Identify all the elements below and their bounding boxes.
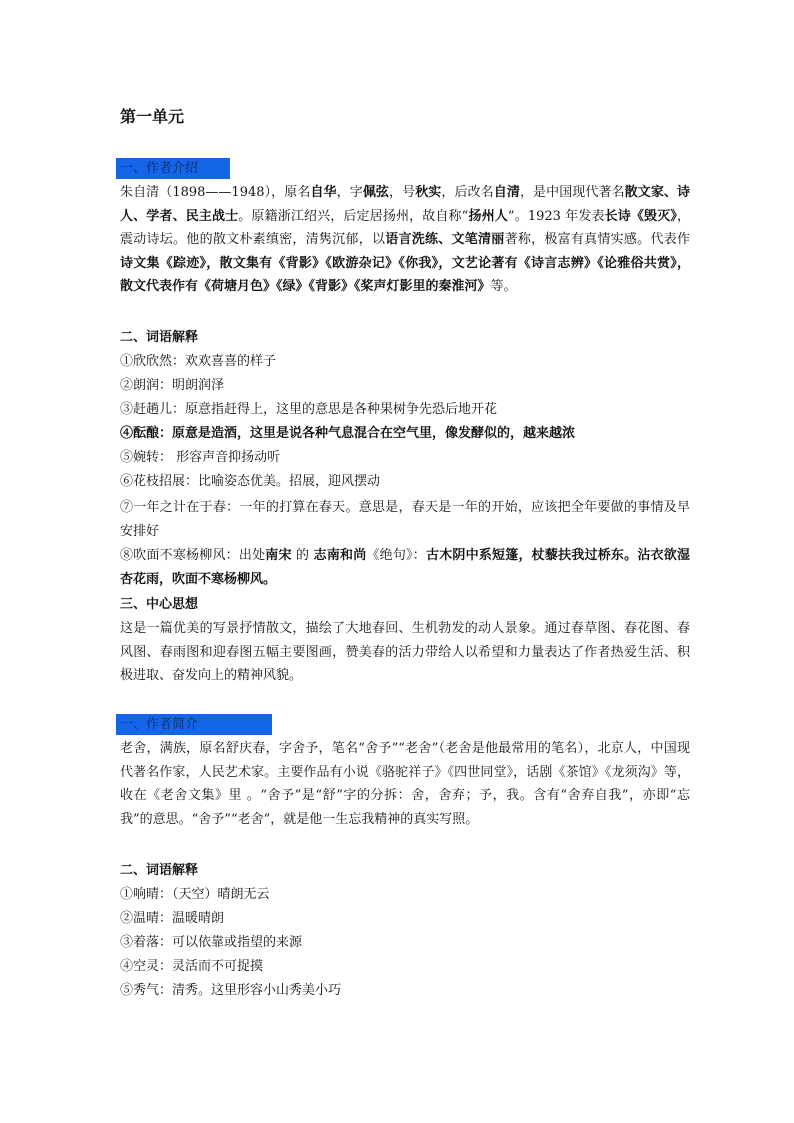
vocab8-part: 《绝句》： xyxy=(366,548,426,563)
bio-part: 语言洗练、文笔清丽 xyxy=(385,232,505,247)
unit-title: 第一单元 xyxy=(120,107,185,126)
vocab-item: ③着落：可以依靠或指望的来源 xyxy=(120,935,303,950)
bio-part: 。原籍浙江绍兴，后定居扬州，故自称“ xyxy=(238,208,469,224)
bio-part: 散文家、诗人、学者、民主战士 xyxy=(120,185,690,224)
bio-part: 诗文集《踪迹》，散文集有《背影》《欧游杂记》《你我》，文艺论著有《诗言志辨》《论雅俗共赏》，散文代表作有《荷塘月色》《绿》《背影》《桨声灯影里的秦淮河》 xyxy=(120,255,690,294)
vocab-item: ③赶趟儿：原意指赶得上，这里的意思是各种果树争先恐后地开花 xyxy=(120,402,498,417)
vocab8-part: 志南和尚 xyxy=(313,548,367,563)
bio-part: 等。 xyxy=(490,279,517,294)
vocab8-part: 南宋 xyxy=(265,548,292,563)
bio-part: ，号 xyxy=(389,185,416,200)
vocab-item: ④空灵：灵活而不可捉摸 xyxy=(120,959,264,974)
vocab-item-8 xyxy=(120,544,690,591)
vocab-item: ⑤秀气：清秀。这里形容小山秀美小巧 xyxy=(120,983,342,998)
bio-part: 自清 xyxy=(493,185,520,200)
bio-part: ，字 xyxy=(336,185,363,200)
vocab8-part: 的 xyxy=(291,548,314,563)
vocab8-part: ⑧吹面不寒杨柳风：出处 xyxy=(120,548,266,563)
vocab-heading-2: 二、词语解释 xyxy=(120,863,199,878)
bio-part: 佩弦 xyxy=(362,185,390,200)
author-intro-heading: 一、作者介绍 xyxy=(116,158,230,179)
author-bio-zhu xyxy=(120,181,690,299)
author-brief-heading: 一、作者简介 xyxy=(116,714,272,735)
bio-part: ”。1923 年发表 xyxy=(507,208,605,224)
bio-part: 扬州人 xyxy=(468,208,508,224)
bio-part: ，是中国现代著名 xyxy=(519,185,625,200)
vocab-item: ④酝酿：原意是造酒，这里是说各种气息混合在空气里，像发酵似的，越来越浓 xyxy=(120,426,576,441)
author-bio-laoshe: 老舍，满族，原名舒庆春，字舍予，笔名“舍予”“老舍”（老舍是他最常用的笔名），北京人，中国现代著名作家，人民艺术家。主要作品有小说《骆驼祥子》《四世同堂》，话剧《茶馆》《龙须沟》等，收在《老舍文集》里 。“舍予”是“舒”字的分拆：舍，舍弃；予，我。含有“舍弃自我”，亦即“忘我”的意思。“舍予”“老舍”，就是他一生忘我精神的真实写照。 xyxy=(120,741,690,827)
vocab-item: ①欣欣然：欢欢喜喜的样子 xyxy=(120,354,277,369)
vocab-item: ⑤婉转： 形容声音抑扬动听 xyxy=(120,450,281,465)
vocab-item-7: ⑦一年之计在于春：一年的打算在春天。意思是，春天是一年的开始，应该把全年要做的事情及早安排好 xyxy=(120,500,690,539)
vocab-item: ②朗润：明朗润泽 xyxy=(120,378,225,393)
theme-heading: 三、中心思想 xyxy=(120,597,199,612)
vocab-item: ⑥花枝招展：比喻姿态优美。招展，迎风摆动 xyxy=(120,474,381,489)
bio-part: ，震动诗坛。他的散文朴素缜密，清隽沉郁，以 xyxy=(120,208,690,247)
theme-text: 这是一篇优美的写景抒情散文，描绘了大地春回、生机勃发的动人景象。通过春草图、春花图、春风图、春雨图和迎春图五幅主要图画，赞美春的活力带给人以希望和力量表达了作者热爱生活、积极进取、奋发向上的精神风貌。 xyxy=(120,621,690,683)
bio-part: 朱自清（1898——1948），原名 xyxy=(120,185,311,200)
bio-part: 自华 xyxy=(310,185,337,200)
bio-part: 著称，极富有真情实感。代表作 xyxy=(504,232,690,247)
vocab-item: ②温晴：温暖晴朗 xyxy=(120,911,225,926)
bio-part: ，后改名 xyxy=(441,185,494,200)
bio-part: 秋实 xyxy=(415,185,442,200)
vocab-heading-1: 二、词语解释 xyxy=(120,330,199,345)
vocab-item: ①响晴：（天空）晴朗无云 xyxy=(120,887,270,902)
vocab8-part: 古木阴中系短篷，杖藜扶我过桥东。沾衣欲湿杏花雨，吹面不寒杨柳风。 xyxy=(120,548,690,587)
bio-part: 长诗《毁灭》 xyxy=(604,208,677,224)
